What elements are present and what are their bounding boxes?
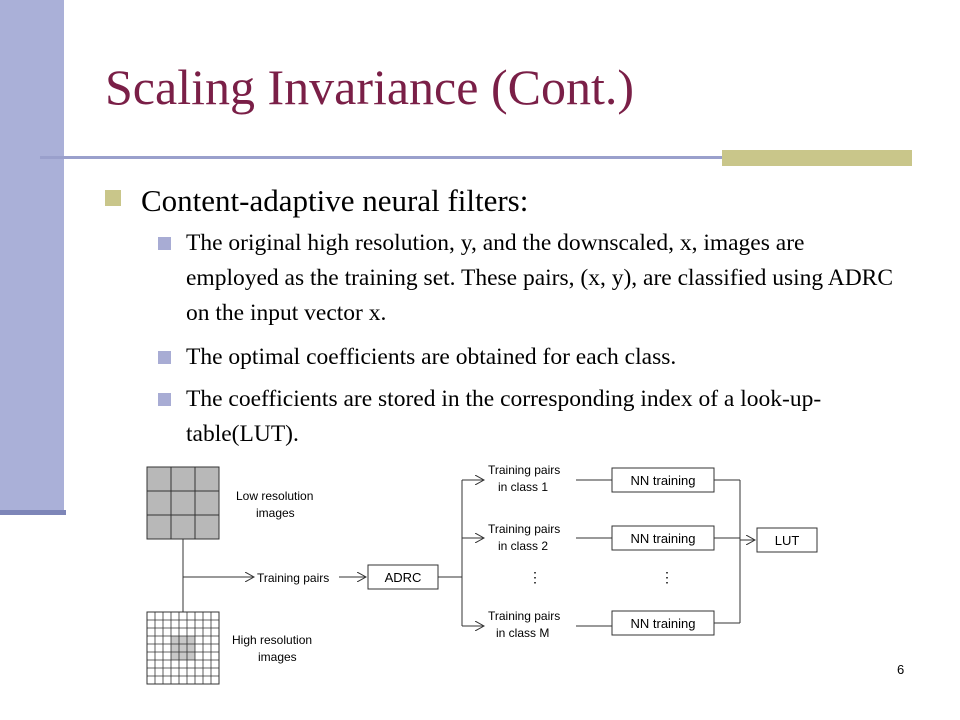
class-2-label-line1: Training pairs [488,522,561,536]
low-res-label-line1: Low resolution [236,489,314,503]
slide-title: Scaling Invariance (Cont.) [105,59,634,115]
class-m-label-line2: in class M [496,626,550,640]
sub-bullet-text: The coefficients are stored in the corresponding index of a look-up-table(LUT). [186,386,822,447]
class-1-label-line2: in class 1 [498,480,549,494]
class-1-label-line1: Training pairs [488,463,561,477]
nn-training-label-1: NN training [630,473,696,488]
low-res-label-line2: images [256,506,295,520]
class-m-label-line1: Training pairs [488,609,561,623]
nn-training-label-m: NN training [630,616,696,631]
high-res-label-line1: High resolution [232,633,313,647]
low-resolution-grid [147,467,219,539]
class-2-label-line2: in class 2 [498,539,549,553]
high-resolution-grid [147,612,219,684]
vertical-ellipsis-1: ⋮ [528,569,542,585]
high-res-label-line2: images [258,650,297,664]
adrc-label: ADRC [384,570,422,585]
nn-training-label-2: NN training [630,531,696,546]
lut-label: LUT [774,533,800,548]
sub-bullet-text: The original high resolution, y, and the downscaled, x, images are employed as the training set. These pairs, (x, y), are classified using ADRC on the input vector x. [186,230,894,326]
page-number: 6 [897,662,905,677]
training-pairs-label: Training pairs [257,571,330,585]
main-bullet-text: Content-adaptive neural filters: [141,183,529,218]
sub-bullet-text: The optimal coefficients are obtained for each class. [186,344,677,370]
vertical-ellipsis-2: ⋮ [660,569,674,585]
